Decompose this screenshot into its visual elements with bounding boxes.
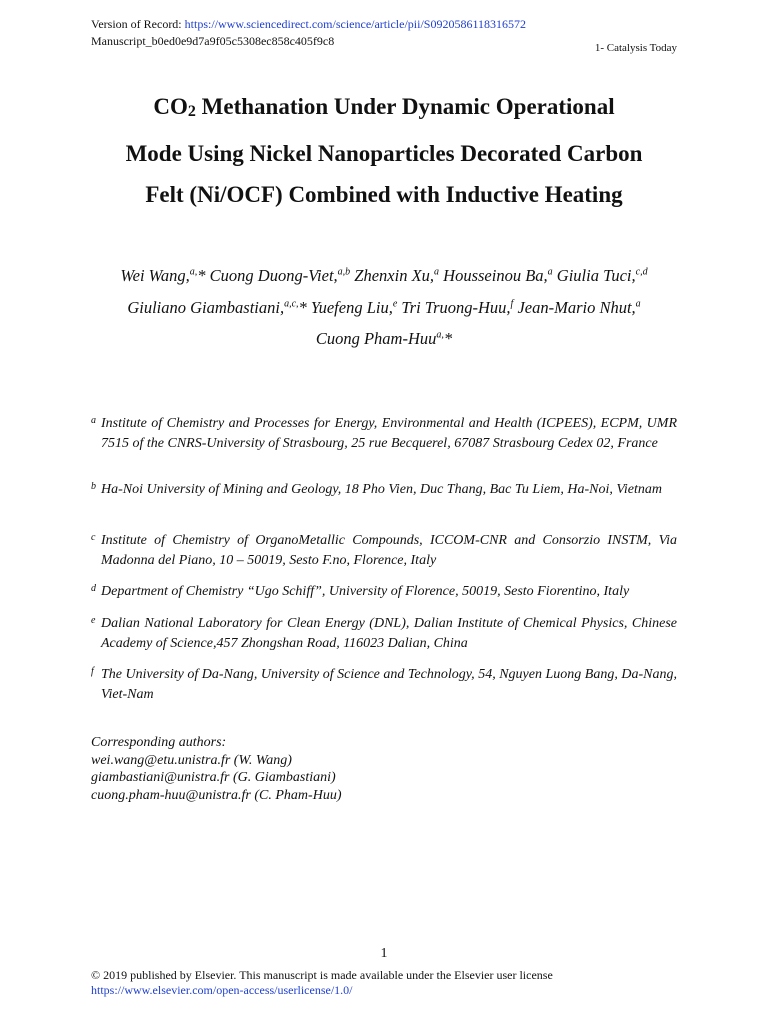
author [127,298,306,317]
title-line-1: CO2 Methanation Under Dynamic Operational [153,94,615,120]
author-affiliation-mark: a, [436,329,444,341]
author-name: Cuong Duong-Viet, [209,266,338,285]
corresponding-heading: Corresponding authors: [91,735,227,750]
author-affiliation-mark: a,b [337,266,351,278]
version-label: Version of Record: [91,17,185,31]
author-affiliation-mark: c,d [635,266,648,278]
author-affiliation-mark: a, [189,266,198,278]
author [517,298,640,317]
author-affiliation-mark: a [434,266,440,278]
corresponding-email-2[interactable]: giambastiani@unistra.fr (G. Giambastiani) [91,770,336,785]
author-name: Jean-Mario Nhut, [517,297,636,317]
author [354,266,439,285]
version-link[interactable]: https://www.sciencedirect.com/science/article/pii/S0920586118316572 [184,17,527,31]
author [316,329,452,348]
title-subscript: 2 [187,103,196,120]
license-link[interactable]: https://www.elsevier.com/open-access/userlicense/1.0/ [91,983,353,997]
corresponding-star: * [197,266,206,285]
license-footer [91,968,553,998]
author [210,266,351,285]
affiliation-text: Department of Chemistry “Ugo Schiff”, University of Florence, 50019, Sesto Fiorentino, Italy [101,584,630,599]
affiliation-mark: e [91,615,96,626]
affiliation-text: Institute of Chemistry of OrganoMetallic Compounds, ICCOM-CNR and Consorzio INSTM, Via Madonna del Piano, 10 – 50019, Sesto F.no, Florence, Italy [101,533,677,568]
journal-name: 1- Catalysis Today [594,42,677,54]
affiliation-e [91,614,677,654]
author-name: Wei Wang, [120,266,190,285]
manuscript-id: Manuscript_b0ed0e9d7a9f05c5308ec858c405f9c8 [91,34,335,48]
author-name: Yuefeng Liu, [310,297,393,317]
affiliation-mark: d [91,583,96,594]
affiliation-a [91,414,677,454]
author [443,266,553,285]
author [557,266,648,285]
author [311,298,397,317]
author-name: Giulia Tuci, [556,266,636,285]
affiliation-mark: f [91,666,94,677]
corresponding-email-1[interactable]: wei.wang@etu.unistra.fr (W. Wang) [91,752,292,768]
affiliation-text: Ha-Noi University of Mining and Geology, 18 Pho Vien, Duc Thang, Bac Tu Liem, Ha-Noi, Vietnam [101,482,662,497]
author-affiliation-mark: f [510,298,514,309]
title-line-3: Felt (Ni/OCF) Combined with Inductive Heating [145,182,623,207]
affiliation-text: The University of Da-Nang, University of Science and Technology, 54, Nguyen Luong Bang, Da-Nang, Viet-Nam [101,667,677,702]
affiliation-f [91,665,677,705]
corresponding-email-3[interactable]: cuong.pham-huu@unistra.fr (C. Pham-Huu) [91,787,342,803]
author-name: Cuong Pham-Huu [315,329,437,348]
title-line-2: Mode Using Nickel Nanoparticles Decorated Carbon [125,140,643,166]
affiliation-mark: b [91,481,96,492]
paper-title [60,86,708,216]
affiliation-text: Institute of Chemistry and Processes for Energy, Environmental and Health (ICPEES), ECPM, UMR 7515 of the CNRS-University of Strasbourg, 25 rue Becquerel, 67087 Strasbourg Cedex 02, France [101,416,677,451]
affiliation-c [91,531,677,571]
author-name: Zhenxin Xu, [354,266,435,285]
author-affiliation-mark: a,c, [284,298,299,309]
author [120,266,205,285]
author-name: Tri Truong-Huu, [401,297,511,317]
affiliation-mark: a [91,415,96,426]
author-name: Housseinou Ba, [443,266,548,285]
author-affiliation-mark: e [392,298,398,309]
author-list [70,260,698,355]
author-affiliation-mark: a [635,298,641,309]
affiliation-b [91,480,677,500]
affiliation-text: Dalian National Laboratory for Clean Energy (DNL), Dalian Institute of Chemical Physics, Chinese Academy of Science,457 Zhongshan Road, 116023 Dalian, China [101,616,677,651]
affiliation-d [91,582,677,602]
affiliation-mark: c [91,532,96,543]
page-number: 1 [380,946,388,961]
corresponding-authors [91,734,341,804]
copyright-text: © 2019 published by Elsevier. This manuscript is made available under the Elsevier user license [91,968,553,982]
corresponding-star: * [443,329,453,348]
corresponding-star: * [298,297,307,317]
author [401,298,513,317]
author-affiliation-mark: a [547,266,553,278]
version-of-record [91,17,526,31]
author-name: Giuliano Giambastiani, [127,297,285,317]
